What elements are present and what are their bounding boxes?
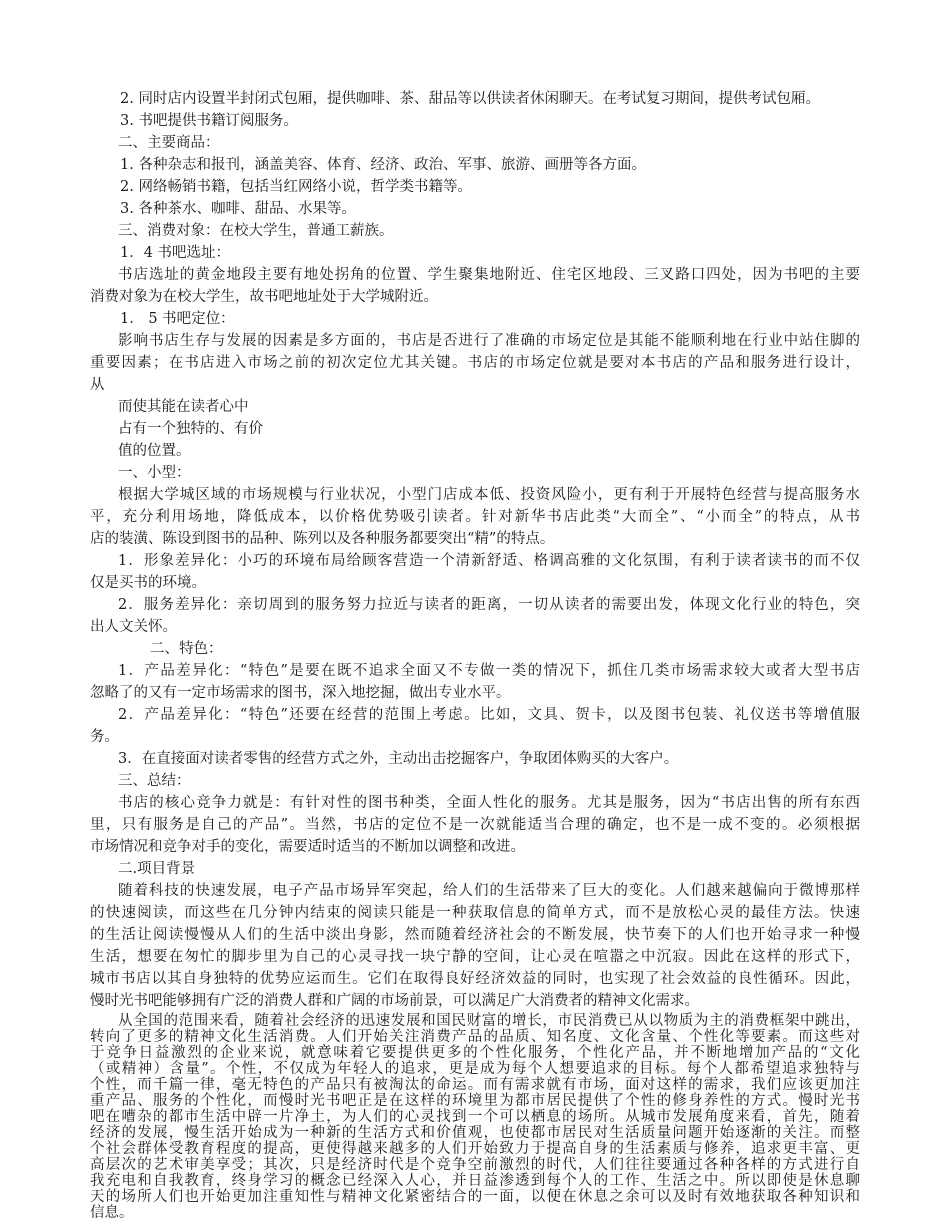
- section-heading: 二、主要商品：: [118, 135, 220, 151]
- text-line: 书店选址的黄金地段主要有地处拐角的位置、学生聚集地附近、住宅区地段、三叉路口四处，因为书吧的主要: [118, 267, 860, 283]
- text-line: 信息。: [90, 1205, 134, 1221]
- text-line: 的生活让阅读慢慢从人们的生活中淡出身影，然而随着经济社会的不断发展，快节奏下的人们也开始寻求一种慢: [90, 927, 860, 943]
- section-heading: 三、总结：: [118, 773, 191, 789]
- text-line: 于竞争日益激烈的企业来说，就意味着它要提供更多的个性化服务，个性化产品，并不断地增加产品的“文化: [90, 1045, 860, 1061]
- text-line: 1．产品差异化：“特色”是要在既不追求全面又不专做一类的情况下，抓住几类市场需求较大或者大型书店: [118, 663, 860, 679]
- text-line: 店的装潢、陈设到图书的品种、陈列以及各种服务都要突出“精”的特点。: [90, 531, 555, 547]
- section-heading: 一、小型：: [118, 465, 191, 481]
- text-line: 高层次的艺术审美享受；其次，只是经济时代是个竞争空前激烈的时代，人们往往要通过各种各样的方式进行自: [90, 1157, 860, 1173]
- text-line: 里，只有服务是自己的产品”。当然，书店的定位不是一次就能适当合理的确定，也不是一成不变的。必须根据: [90, 817, 860, 833]
- text-line: 的快速阅读，而这些在几分钟内结束的阅读只能是一种获取信息的简单方式，而不是放松心灵的最佳方法。快速: [90, 905, 860, 921]
- text-line: 从: [90, 377, 105, 393]
- text-line: 随着科技的快速发展，电子产品市场异军突起，给人们的生活带来了巨大的变化。人们越来越偏向于微博那样: [118, 883, 860, 899]
- text-line: 天的场所人们也开始更加注重知性与精神文化紧密结合的一面，以便在休息之余可以及时有效地获取各种知识和: [90, 1189, 860, 1205]
- text-line: 2．服务差异化：亲切周到的服务努力拉近与读者的距离，一切从读者的需要出发，体现文化行业的特色，突: [118, 597, 860, 613]
- text-line: 经济的发展，慢生活开始成为一种新的生活方式和价值观，也使都市居民对生活质量问题开始逐渐的关注。而整: [90, 1125, 860, 1141]
- text-line: 而使其能在读者心中: [118, 399, 249, 415]
- text-line: 慢时光书吧能够拥有广泛的消费人群和广阔的市场前景，可以满足广大消费者的精神文化需求。: [90, 993, 699, 1009]
- section-heading: 1． 5 书吧定位：: [120, 311, 235, 327]
- text-line: 2．产品差异化：“特色”还要在经营的范围上考虑。比如，文具、贺卡，以及图书包装、礼仪送书等增值服: [118, 707, 860, 723]
- section-heading: 二.项目背景: [118, 861, 196, 877]
- text-line: 重产品、服务的个性化，而慢时光书吧正是在这样的环境里为都市居民提供了个性的修身养性的方式。慢时光书: [90, 1093, 860, 1109]
- text-line: 3．在直接面对读者零售的经营方式之外，主动出击挖掘客户，争取团体购买的大客户。: [118, 751, 679, 767]
- text-line: 吧在嘈杂的都市生活中辟一片净土，为人们的心灵找到一个可以栖息的场所。从城市发展角度来看，首先，随着: [90, 1109, 860, 1125]
- text-line: 平，充分利用场地，降低成本，以价格优势吸引读者。针对新华书店此类“大而全”、“小而全”的特点，从书: [90, 509, 860, 525]
- text-line: （或精神）含量”。个性，不仅成为年轻人的追求，更是成为每个人想要追求的目标。每个人都希望追求独特与: [90, 1061, 860, 1077]
- text-line: 个社会群体受教育程度的提高，更使得越来越多的人们开始致力于提高自身的生活素质与修养，追求更丰富、更: [90, 1141, 860, 1157]
- text-line: 书店的核心竞争力就是：有针对性的图书种类，全面人性化的服务。尤其是服务，因为“书店出售的所有东西: [118, 795, 860, 811]
- text-line: 市场情况和竞争对手的变化，需要适时适当的不断加以调整和改进。: [90, 839, 525, 855]
- section-heading: 三、消费对象：在校大学生，普通工薪族。: [118, 223, 394, 239]
- text-line: 根据大学城区域的市场规模与行业状况，小型门店成本低、投资风险小，更有利于开展特色经营与提高服务水: [118, 487, 860, 503]
- text-line: 1. 各种杂志和报刊，涵盖美容、体育、经济、政治、军事、旅游、画册等各方面。: [120, 157, 646, 173]
- text-line: 3. 书吧提供书籍订阅服务。: [120, 113, 298, 129]
- text-line: 我充电和自我教育，终身学习的概念已经深入人心，并日益渗透到每个人的工作、生活之中。所以即使是休息聊: [90, 1173, 860, 1189]
- text-line: 忽略了的又有一定市场需求的图书，深入地挖掘，做出专业水平。: [90, 685, 511, 701]
- text-line: 消费对象为在校大学生，故书吧地址处于大学城附近。: [90, 289, 438, 305]
- text-line: 从全国的范围来看，随着社会经济的迅速发展和国民财富的增长，市民消费已从以物质为主的消费框架中跳出，: [118, 1013, 860, 1029]
- text-line: 个性，而千篇一律，毫无特色的产品只有被淘汰的命运。而有需求就有市场，面对这样的需求，我们应该更加注: [90, 1077, 860, 1093]
- text-line: 转向了更多的精神文化生活消费。人们开始关注消费产品的品质、知名度、文化含量、个性化等要素。而这些对: [90, 1029, 860, 1045]
- text-line: 2. 网络畅销书籍，包括当红网络小说，哲学类书籍等。: [120, 179, 472, 195]
- section-heading: 二、特色：: [150, 641, 223, 657]
- text-line: 出人文关怀。: [90, 619, 177, 635]
- text-line: 城市书店以其自身独特的优势应运而生。它们在取得良好经济效益的同时，也实现了社会效益的良性循环。因此，: [90, 971, 860, 987]
- text-line: 占有一个独特的、有价: [118, 421, 263, 437]
- section-heading: 1．4 书吧选址：: [120, 245, 231, 261]
- text-line: 2. 同时店内设置半封闭式包厢，提供咖啡、茶、甜品等以供读者休闲聊天。在考试复习期间，提供考试包厢。: [120, 91, 820, 107]
- text-line: 重要因素；在书店进入市场之前的初次定位尤其关键。书店的市场定位就是要对本书店的产品和服务进行设计，: [90, 355, 860, 371]
- text-line: 务。: [90, 729, 119, 745]
- text-line: 影响书店生存与发展的因素是多方面的，书店是否进行了准确的市场定位是其能不能顺利地在行业中站住脚的: [118, 333, 860, 349]
- text-line: 1．形象差异化：小巧的环境布局给顾客营造一个清新舒适、格调高雅的文化氛围，有利于读者读书的而不仅: [118, 553, 860, 569]
- text-line: 值的位置。: [118, 443, 191, 459]
- text-line: 生活，想要在匆忙的脚步里为自己的心灵寻找一块宁静的空间，让心灵在喧嚣之中沉寂。因此在这样的形式下，: [90, 949, 860, 965]
- text-line: 3. 各种茶水、咖啡、甜品、水果等。: [120, 201, 356, 217]
- text-line: 仅是买书的环境。: [90, 575, 206, 591]
